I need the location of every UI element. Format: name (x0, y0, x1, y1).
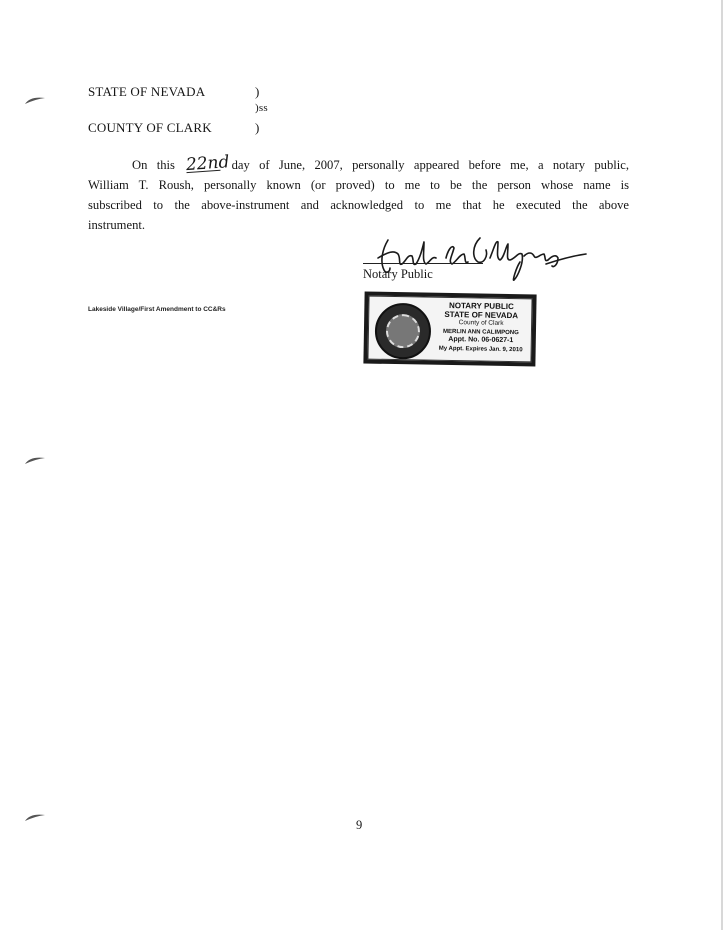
venue-county: COUNTY OF CLARK (88, 120, 212, 135)
venue-paren-top: ) (255, 84, 260, 99)
acknowledgment-line-3: subscribed to the above-instrument and acknowledged to me that he executed the above (88, 198, 629, 212)
acknowledgment-line-1-start: On this (132, 158, 175, 172)
punch-hole-mark (24, 455, 46, 465)
notary-stamp-panel (367, 296, 532, 363)
page-number: 9 (356, 818, 363, 832)
venue-state: STATE OF NEVADA (88, 84, 206, 99)
stamp-line-3: County of Clark (458, 319, 504, 328)
stamp-line-4: MERLIN ANN CALIMPONG (443, 328, 519, 336)
punch-hole-mark (24, 812, 46, 822)
stamp-line-6: My Appt. Expires Jan. 9, 2010 (438, 345, 523, 354)
stamp-line-5: Appt. No. 06-0627-1 (448, 336, 514, 345)
acknowledgment-line-4: instrument. (88, 218, 146, 232)
acknowledgment-paragraph (88, 152, 629, 235)
punch-hole-mark (24, 95, 46, 105)
notary-stamp-text (431, 302, 532, 355)
acknowledgment-line-2: William T. Roush, personally known (or proved) to me to be the person whose name is (88, 178, 629, 192)
acknowledgment-line-1 (88, 152, 629, 176)
venue-paren-bottom: ) (255, 120, 260, 135)
handwritten-day: 22nd (185, 152, 231, 176)
notary-stamp (363, 292, 536, 367)
state-seal-icon (374, 303, 431, 360)
stamp-line-1: NOTARY PUBLIC (448, 300, 514, 312)
venue-ss: )ss (255, 102, 268, 114)
signature-line (363, 263, 483, 264)
stamp-line-2: STATE OF NEVADA (444, 309, 519, 320)
document-reference-note: Lakeside Village/First Amendment to CC&Rs (88, 306, 226, 313)
acknowledgment-line-1-end: day of June, 2007, personally appeared before me, a notary public, (231, 158, 629, 172)
notary-title: Notary Public (363, 267, 433, 281)
